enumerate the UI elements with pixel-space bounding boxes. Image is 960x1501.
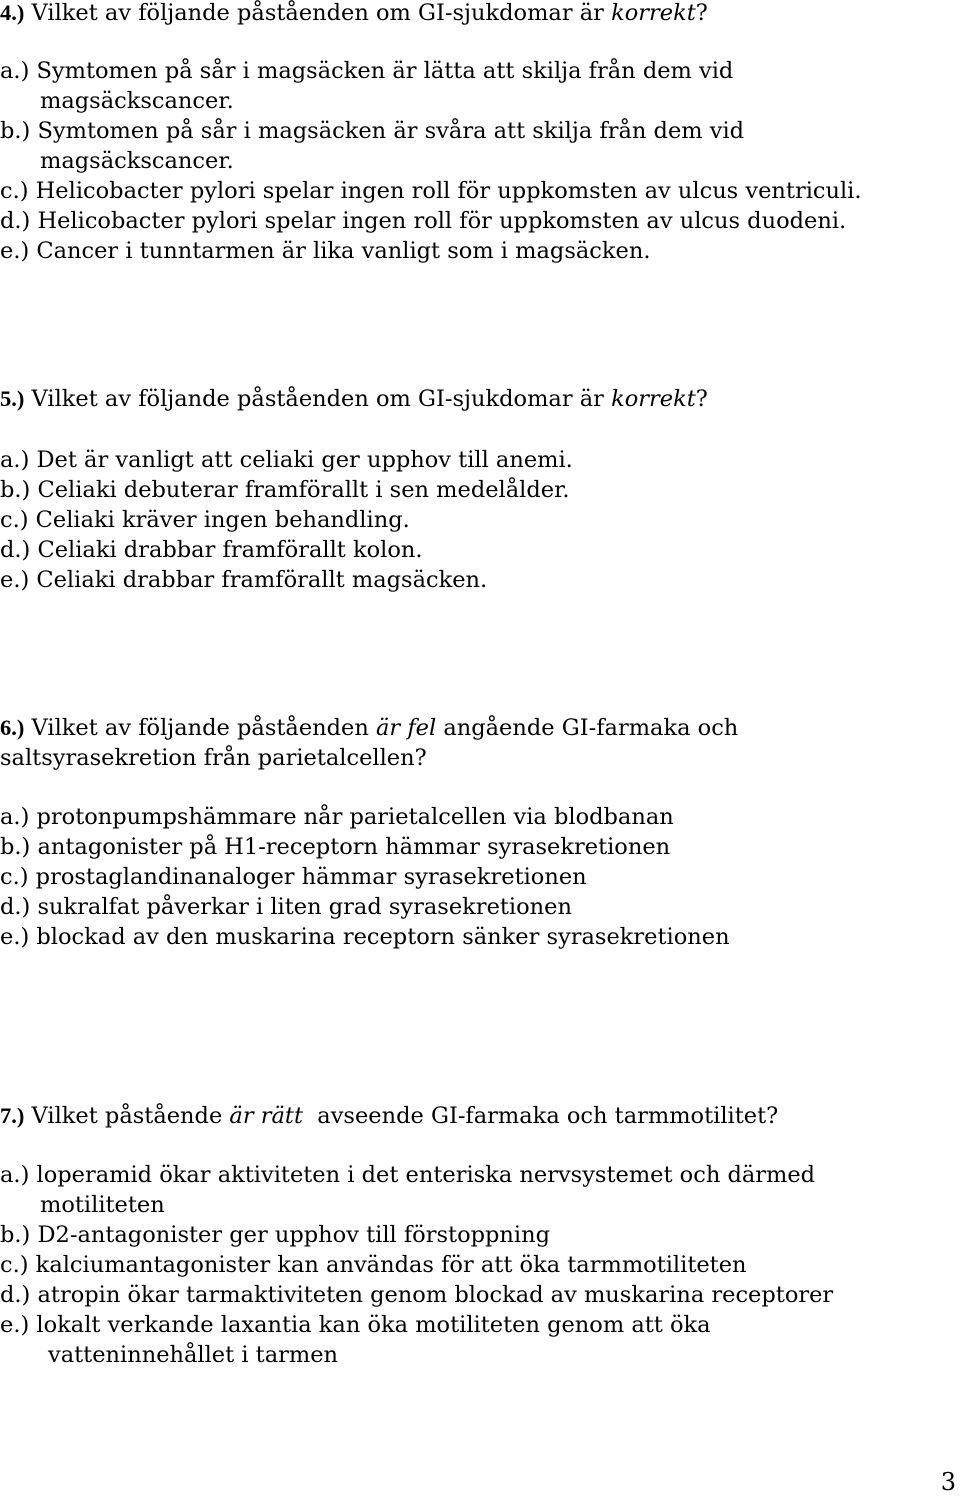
q7-option-c: c.) kalciumantagonister kan användas för att öka tarmmotiliteten xyxy=(0,1252,747,1278)
q5-stem-pre: Vilket av följande påståenden om GI-sjukdomar är xyxy=(24,386,612,412)
q4-option-b-line2: magsäckscancer. xyxy=(40,148,234,174)
q6-stem-post: angående GI-farmaka och xyxy=(436,715,739,741)
q6-option-d: d.) sukralfat påverkar i liten grad syrasekretionen xyxy=(0,894,572,920)
q4-option-a-line2: magsäckscancer. xyxy=(40,88,234,114)
q4-stem xyxy=(0,2,708,25)
q7-stem xyxy=(0,1105,778,1128)
q4-option-b-line1: b.) Symtomen på sår i magsäcken är svåra att skilja från dem vid xyxy=(0,118,745,144)
q5-option-b: b.) Celiaki debuterar framförallt i sen medelålder. xyxy=(0,477,570,503)
q4-number: 4.) xyxy=(0,0,25,25)
q6-stem-line2: saltsyrasekretion från parietalcellen? xyxy=(0,745,427,771)
q6-stem-pre: Vilket av följande påståenden xyxy=(24,715,377,741)
q6-option-e: e.) blockad av den muskarina receptorn sänker syrasekretionen xyxy=(0,924,730,950)
q5-number: 5.) xyxy=(0,386,25,411)
q7-option-a-line2: motiliteten xyxy=(40,1192,165,1218)
q4-option-a-line1: a.) Symtomen på sår i magsäcken är lätta att skilja från dem vid xyxy=(0,58,734,84)
q6-option-a: a.) protonpumpshämmare når parietalcellen via blodbanan xyxy=(0,804,674,830)
q5-option-e: e.) Celiaki drabbar framförallt magsäcken. xyxy=(0,567,488,593)
q7-stem-pre: Vilket påstående xyxy=(24,1103,230,1129)
q4-option-c: c.) Helicobacter pylori spelar ingen roll för uppkomsten av ulcus ventriculi. xyxy=(0,178,862,204)
q7-option-d: d.) atropin ökar tarmaktiviteten genom blockad av muskarina receptorer xyxy=(0,1282,834,1308)
page-number: 3 xyxy=(940,1468,956,1496)
q6-option-b: b.) antagonister på H1-receptorn hämmar syrasekretionen xyxy=(0,834,671,860)
q5-stem-emphasis: korrekt xyxy=(611,386,696,412)
q7-stem-emphasis: är rätt xyxy=(229,1103,303,1129)
q4-option-e: e.) Cancer i tunntarmen är lika vanligt som i magsäcken. xyxy=(0,238,651,264)
q6-stem-line1 xyxy=(0,717,738,740)
q6-stem-emphasis: är fel xyxy=(376,715,437,741)
q7-stem-post: avseende GI-farmaka och tarmmotilitet? xyxy=(303,1103,779,1129)
q5-option-c: c.) Celiaki kräver ingen behandling. xyxy=(0,507,410,533)
q4-option-d: d.) Helicobacter pylori spelar ingen roll för uppkomsten av ulcus duodeni. xyxy=(0,208,847,234)
q4-stem-emphasis: korrekt xyxy=(611,0,696,26)
q5-option-d: d.) Celiaki drabbar framförallt kolon. xyxy=(0,537,423,563)
q5-stem-post: ? xyxy=(695,386,708,412)
q7-option-e-line2: vatteninnehållet i tarmen xyxy=(48,1342,339,1368)
q4-stem-pre: Vilket av följande påståenden om GI-sjukdomar är xyxy=(24,0,612,26)
q4-stem-post: ? xyxy=(695,0,708,26)
q5-option-a: a.) Det är vanligt att celiaki ger upphov till anemi. xyxy=(0,447,573,473)
q7-option-a-line1: a.) loperamid ökar aktiviteten i det enteriska nervsystemet och därmed xyxy=(0,1162,816,1188)
q7-number: 7.) xyxy=(0,1103,25,1128)
q5-stem xyxy=(0,388,708,411)
q6-option-c: c.) prostaglandinanaloger hämmar syrasekretionen xyxy=(0,864,587,890)
q7-option-b: b.) D2-antagonister ger upphov till förstoppning xyxy=(0,1222,551,1248)
q6-number: 6.) xyxy=(0,715,25,740)
q7-option-e-line1: e.) lokalt verkande laxantia kan öka motiliteten genom att öka xyxy=(0,1312,711,1338)
